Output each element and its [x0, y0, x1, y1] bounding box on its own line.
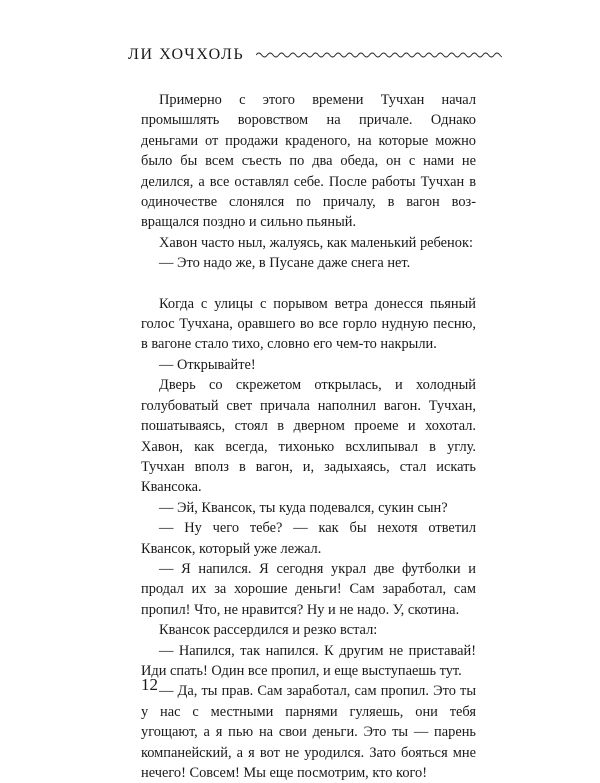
author-name: ЛИ ХОЧХОЛЬ	[128, 46, 245, 63]
body-text	[141, 90, 476, 783]
page-number: 12	[141, 675, 158, 694]
paragraph: — Напился, так напился. К другим не приставай! Иди спать! Один все пропил, и еще выступаешь тут.	[141, 642, 476, 679]
running-head	[128, 44, 502, 66]
paragraph: Хавон часто ныл, жалуясь, как маленький ребенок:	[159, 234, 473, 251]
paragraph: — Да, ты прав. Сам заработал, сам пропил. Это ты у нас с местными парнями гуляешь, они тебя угощают, а я пью на свои деньги. Это ты — парень компанейский, а я вот не уродился. Зато бояться мне нечего! Совсем! Мы еще посмотрим, кто кого!	[141, 683, 476, 781]
wavy-rule-ornament	[256, 50, 502, 60]
paragraph: — Эй, Квансок, ты куда подевался, сукин сын?	[159, 499, 448, 516]
paragraph: — Открывайте!	[159, 356, 256, 373]
paragraph: Когда с улицы с порывом ветра донесся пьяный голос Тучхана, оравшего во все горло нудную песню, в вагоне стало тихо, словно его чем-то накрыли.	[141, 295, 476, 353]
paragraph: — Это надо же, в Пусане даже снега нет.	[159, 255, 411, 272]
paragraph: Квансок рассердился и резко встал:	[159, 622, 378, 639]
paragraph: Дверь со скрежетом открылась, и холодный голубоватый свет причала наполнил вагон. Тучхан, пошатываясь, стоял в дверном проеме и хохотал. Хавон, как всегда, тихонько всхлипывал в углу. Тучхан вполз в вагон, и, задыхаясь, стал искать Квансока.	[141, 377, 476, 496]
paragraph: — Ну чего тебе? — как бы нехотя ответил Квансок, который уже лежал.	[141, 520, 476, 557]
paragraph: — Я напился. Я сегодня украл две футболки и продал их за хорошие деньги! Сам заработал, сам пропил! Что, не нравится? Ну и не надо. У, скотина.	[141, 560, 476, 618]
paragraph: Примерно с этого времени Тучхан начал промышлять воровством на причале. Однако деньгами от продажи краденого, на которые можно было бы всем съесть по два обеда, он с нами не делился, а все оставлял себе. После работы Тучхан в одиночестве слонялся по причалу, в вагон возвращался поздно и сильно пьяный.	[141, 92, 476, 231]
